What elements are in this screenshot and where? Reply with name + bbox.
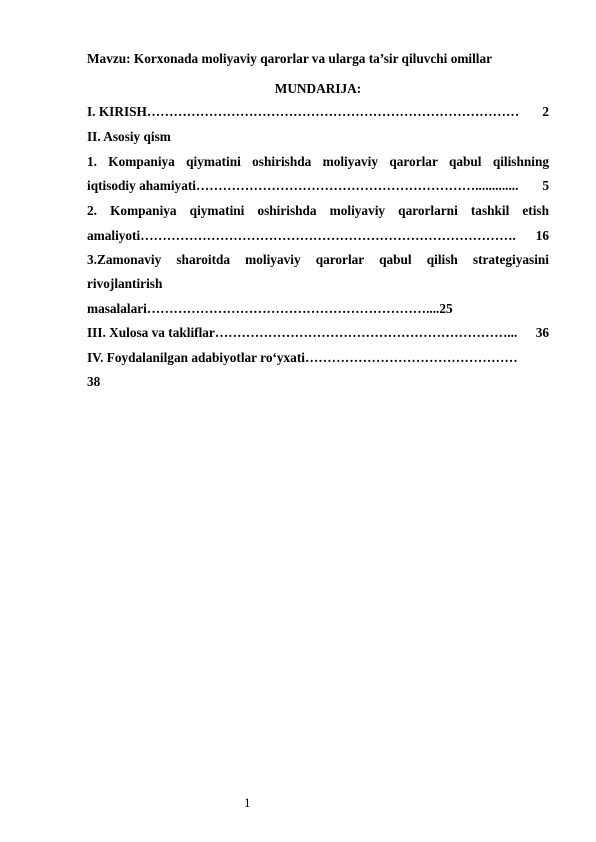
toc-dots: ………………………………………………………....: [146, 301, 440, 316]
toc-dots: ………………………………………………………………………….: [140, 228, 516, 243]
page-number: 1: [244, 795, 251, 810]
toc-entry-item3-line3: [87, 301, 549, 317]
toc-label: iqtisodiy ahamiyati: [87, 178, 196, 193]
toc-label: amaliyoti: [87, 228, 141, 243]
toc-entry-conclusion: [87, 325, 549, 341]
toc-entry-main: II. Asosiy qism: [87, 129, 171, 144]
toc-entry-references-page: 38: [87, 374, 101, 389]
toc-page: 2: [542, 104, 549, 119]
toc-entry-intro: [87, 104, 549, 120]
toc-dots: ……………………………………………………….............: [195, 178, 519, 193]
toc-dots: …………………………………………………………...: [214, 325, 518, 340]
toc-dots: …………………………………………………………………………: [146, 104, 520, 119]
toc-heading: MUNDARIJA:: [274, 81, 362, 96]
toc-entry-references: [87, 350, 549, 366]
toc-label: masalalari: [87, 301, 147, 316]
toc-entry-item2-line2: [87, 228, 549, 244]
toc-entry-item3-line2: rivojlantirish: [87, 276, 163, 291]
toc-dots: …………………………………………: [304, 350, 518, 365]
toc-label: III. Xulosa va takliflar: [87, 325, 215, 340]
toc-entry-item2-line1: 2. Kompaniya qiymatini oshirishda moliyaviy qarorlarni tashkil etish: [87, 203, 549, 218]
toc-page: 5: [542, 178, 549, 193]
document-title: Mavzu: Korxonada moliyaviy qarorlar va ularga ta’sir qiluvchi omillar: [87, 51, 493, 66]
toc-entry-item1-line1: 1. Kompaniya qiymatini oshirishda moliyaviy qarorlar qabul qilishning: [87, 154, 549, 169]
toc-label: I. KIRISH: [87, 104, 147, 119]
toc-page: 36: [535, 325, 549, 340]
toc-page: 25: [439, 301, 453, 316]
toc-label: IV. Foydalanilgan adabiyotlar ro‘yxati: [87, 350, 305, 365]
toc-entry-item1-line2: [87, 178, 549, 194]
toc-page: 16: [535, 228, 549, 243]
toc-entry-item3-line1: 3.Zamonaviy sharoitda moliyaviy qarorlar qabul qilish strategiyasini: [87, 252, 549, 267]
